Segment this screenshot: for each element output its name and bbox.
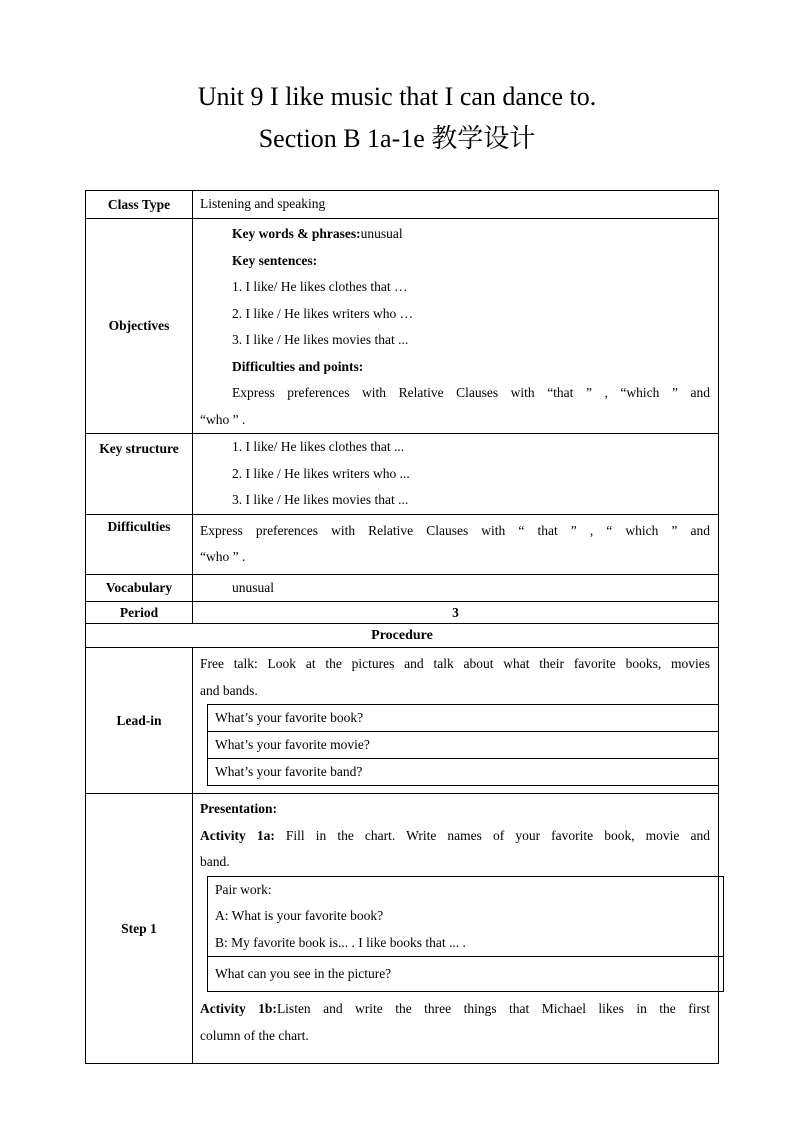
vocabulary-label: Vocabulary: [86, 574, 193, 602]
procedure-header: Procedure: [86, 624, 719, 648]
activity-1a-text: Fill in the chart. Write names of your favorite book, movie and: [274, 827, 711, 843]
key-words-value: unusual: [360, 226, 403, 241]
step1-label: Step 1: [86, 794, 193, 1064]
structure-sentence-1: 1. I like/ He likes clothes that ...: [232, 439, 405, 454]
pair-work-box: [207, 876, 724, 958]
objectives-label: Objectives: [86, 219, 193, 434]
key-structure-cell: [193, 434, 719, 515]
document-title-line1: Unit 9 I like music that I can dance to.: [197, 82, 597, 111]
lead-in-line1: Free talk: Look at the pictures and talk about what their favorite books, movies: [200, 656, 710, 671]
difficulties-cell: [193, 514, 719, 574]
lead-in-label: Lead-in: [86, 648, 193, 794]
activity-1a-line1: [193, 823, 718, 850]
pair-work-line-2: A: What is your favorite book?: [215, 908, 384, 923]
key-words-line: [193, 221, 718, 248]
lead-in-question-1: What’s your favorite book?: [207, 704, 719, 732]
pair-work-line-1: Pair work:: [215, 881, 272, 897]
activity-1b-label: Activity 1b:: [200, 1001, 277, 1016]
lead-in-question-3: What’s your favorite band?: [207, 759, 719, 786]
objective-sentence-2: 2. I like / He likes writers who …: [232, 305, 414, 321]
lead-in-question-2: What’s your favorite movie?: [207, 732, 719, 759]
step1-cell: [193, 794, 719, 1064]
activity-1b-line2: column of the chart.: [200, 1027, 309, 1043]
period-label: Period: [86, 602, 193, 624]
activity-1b-line1: [193, 996, 718, 1023]
picture-question: What can you see in the picture?: [207, 957, 724, 992]
objective-difficulties-line2: “who ” .: [200, 411, 246, 427]
objective-sentence-3: 3. I like / He likes movies that ...: [232, 332, 409, 347]
difficulties-line1: Express preferences with Relative Clauses with “ that ” , “ which ” and: [200, 522, 710, 538]
objective-difficulties-line1: Express preferences with Relative Clauses with “that ” , “which ” and: [232, 385, 710, 400]
key-words-label: Key words & phrases:: [232, 226, 361, 241]
activity-1b-text: Listen and write the three things that Michael likes in the first: [276, 1001, 710, 1016]
structure-sentence-2: 2. I like / He likes writers who ...: [232, 465, 410, 481]
document-title-line2: Section B 1a-1e 教学设计: [258, 124, 536, 153]
lead-in-line2: and bands.: [200, 682, 258, 698]
structure-sentence-3: 3. I like / He likes movies that ...: [232, 492, 409, 507]
lead-in-cell: [193, 648, 719, 794]
presentation-label: Presentation:: [200, 801, 277, 816]
class-type-label: Class Type: [86, 191, 193, 219]
key-structure-label: Key structure: [86, 434, 193, 515]
vocabulary-value: unusual: [232, 579, 274, 595]
class-type-value: Listening and speaking: [200, 196, 326, 211]
activity-1a-label: Activity 1a:: [200, 827, 275, 843]
difficulties-points-label: Difficulties and points:: [232, 358, 364, 374]
objectives-cell: [193, 219, 719, 434]
period-value: 3: [193, 602, 719, 624]
key-sentences-label: Key sentences:: [232, 252, 318, 268]
pair-work-line-3: B: My favorite book is... . I like books that ... .: [215, 934, 466, 950]
lesson-plan-table: [85, 190, 719, 1064]
difficulties-label: Difficulties: [86, 514, 193, 574]
objective-sentence-1: 1. I like/ He likes clothes that …: [232, 279, 408, 294]
difficulties-line2: “who ” .: [200, 549, 246, 564]
activity-1a-line2: band.: [200, 854, 230, 869]
